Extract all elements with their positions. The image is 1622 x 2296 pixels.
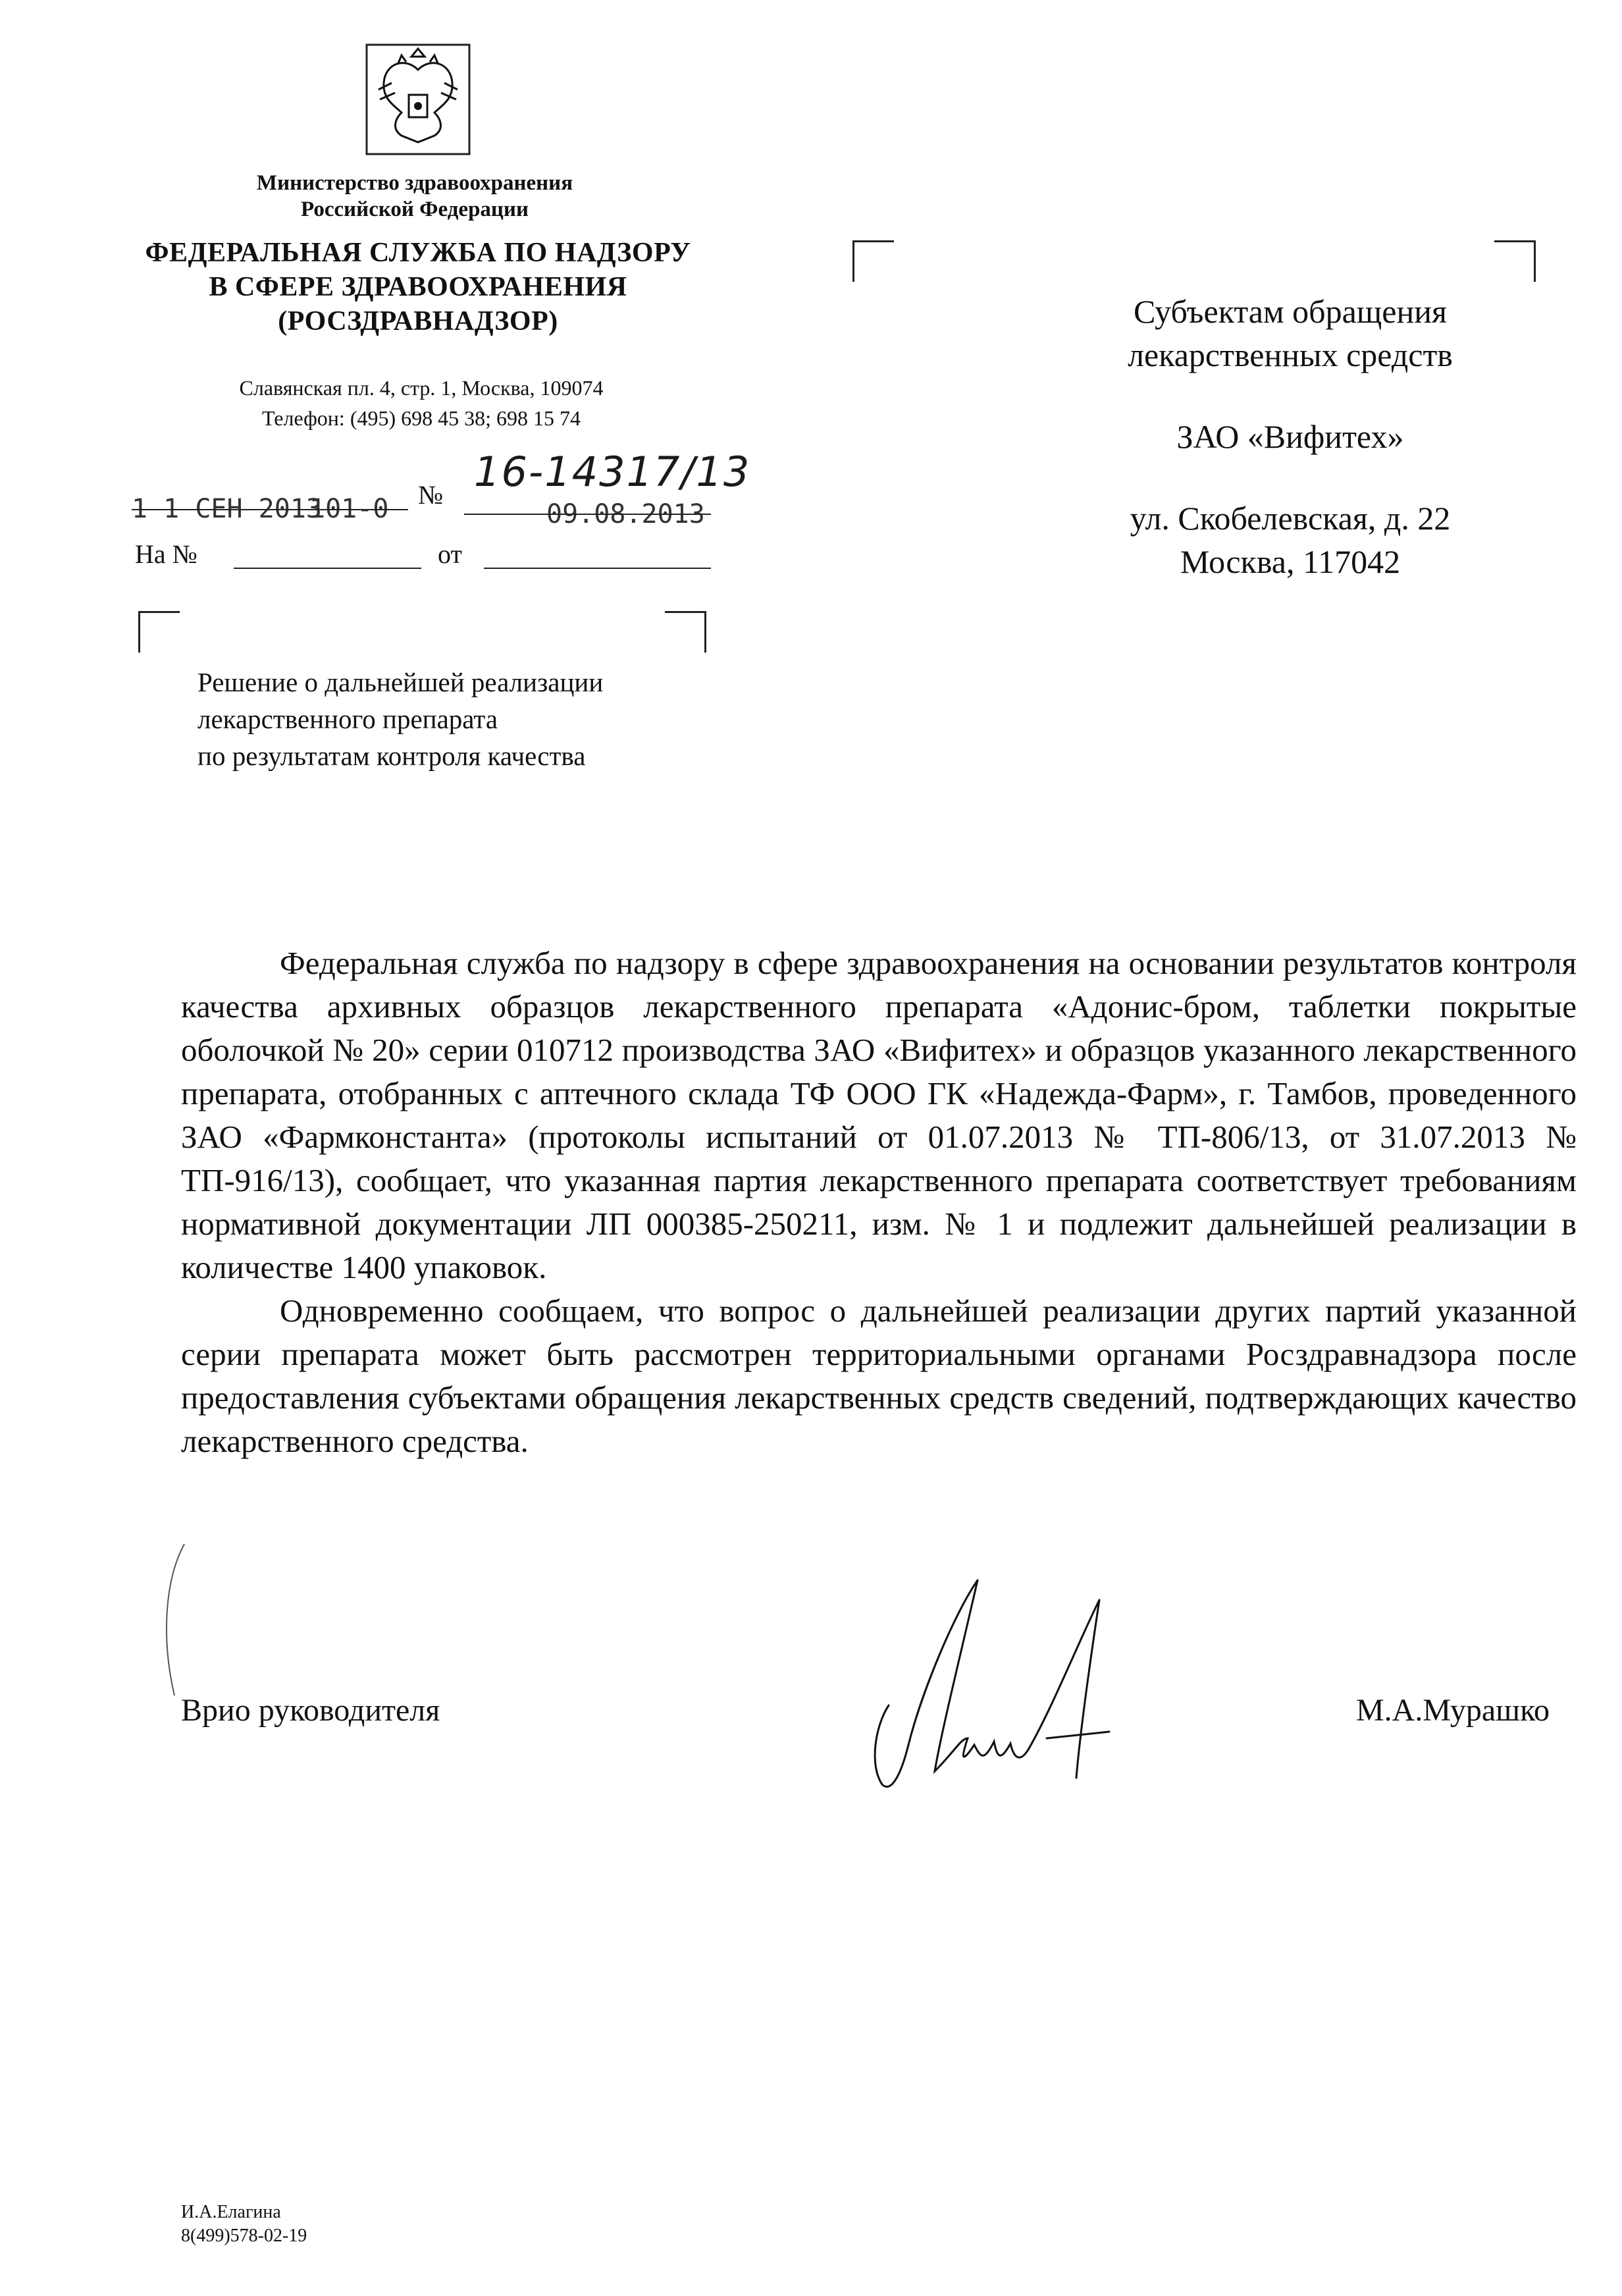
recipient-street: ул. Скобелевская, д. 22	[1130, 500, 1451, 537]
letterhead-phone: Телефон: (495) 698 45 38; 698 15 74	[261, 406, 581, 430]
service-name	[125, 236, 711, 338]
recipient-city: Москва, 117042	[1180, 543, 1401, 580]
ref-label: На №	[135, 539, 197, 569]
subject-line-3: по результатам контроля качества	[197, 741, 586, 771]
letter-subject	[197, 664, 724, 774]
crossed-date: 09.08.2013	[546, 499, 705, 529]
executor-name: И.А.Елагина	[181, 2202, 281, 2222]
recipient-corner-right	[1494, 240, 1536, 282]
executor-info	[181, 2201, 307, 2248]
recipient-line-2: лекарственных средств	[1128, 336, 1453, 373]
service-line-1: ФЕДЕРАЛЬНАЯ СЛУЖБА ПО НАДЗОРУ	[145, 238, 691, 268]
number-label: №	[418, 480, 444, 510]
margin-pencil-mark	[151, 1541, 191, 1699]
recipient-company: ЗАО «Вифитех»	[1176, 418, 1404, 455]
strike-line-right	[464, 514, 711, 515]
handwritten-number: 16-14317/13	[474, 448, 751, 496]
body-paragraph-2: Одновременно сообщаем, что вопрос о дальнейшей реализации других партий указанной серии препарата может быть рассмотрен территориальными органами Росздравнадзора после предоставления субъектами обращения лекарственных средств сведений, подтверждающих качество лекарственного средства.	[181, 1293, 1577, 1459]
strike-line-left	[132, 509, 408, 510]
signatory-role: Врио руководителя	[181, 1693, 440, 1728]
subject-corner-left	[138, 611, 180, 653]
ref-date-line	[484, 568, 711, 569]
recipient-corner-left	[852, 240, 894, 282]
ministry-line-1: Министерство здравоохранения	[256, 171, 573, 195]
service-line-3: (РОСЗДРАВНАДЗОР)	[278, 306, 558, 336]
letterhead-address: Славянская пл. 4, стр. 1, Москва, 109074	[239, 376, 604, 400]
letter-body	[181, 942, 1577, 1463]
body-paragraph-1: Федеральная служба по надзору в сфере здравоохранения на основании результатов контроля качества архивных образцов лекарственного препарата «Адонис-бром, таблетки покрытые оболочкой № 20» серии 010712 производства ЗАО «Вифитех» и образцов указанного лекарственного препарата, отобранных с аптечного склада ТФ ООО ГК «Надежда-Фарм», г. Тамбов, проведенного ЗАО «Фармконстанта» (протоколы испытаний от 01.07.2013 № ТП-806/13, от 31.07.2013 № ТП-916/13), сообщает, что указанная партия лекарственного препарата соответствует требованиям нормативной документации ЛП 000385-250211, изм. № 1 и подлежит дальнейшей реализации в количестве 1400 упаковок.	[181, 945, 1577, 1285]
service-line-2: В СФЕРЕ ЗДРАВООХРАНЕНИЯ	[209, 272, 627, 302]
handwritten-signature	[862, 1574, 1126, 1817]
ministry-name	[217, 170, 612, 223]
signatory-name: М.А.Мурашко	[1356, 1693, 1550, 1728]
ministry-line-2: Российской Федерации	[301, 198, 529, 221]
letterhead-contacts	[197, 373, 645, 433]
from-label: от	[438, 539, 462, 569]
ref-number-line	[234, 568, 421, 569]
executor-phone: 8(499)578-02-19	[181, 2226, 307, 2246]
recipient-line-1: Субъектам обращения	[1134, 293, 1447, 330]
recipient-block	[1027, 290, 1554, 583]
coat-of-arms-emblem	[365, 43, 471, 155]
registration-date-stamp: 1 1 СЕН 2013	[132, 494, 322, 524]
subject-corner-right	[665, 611, 706, 653]
subject-line-1: Решение о дальнейшей реализации	[197, 667, 604, 697]
subject-line-2: лекарственного препарата	[197, 704, 498, 734]
crossed-number: 101-0	[309, 494, 389, 524]
